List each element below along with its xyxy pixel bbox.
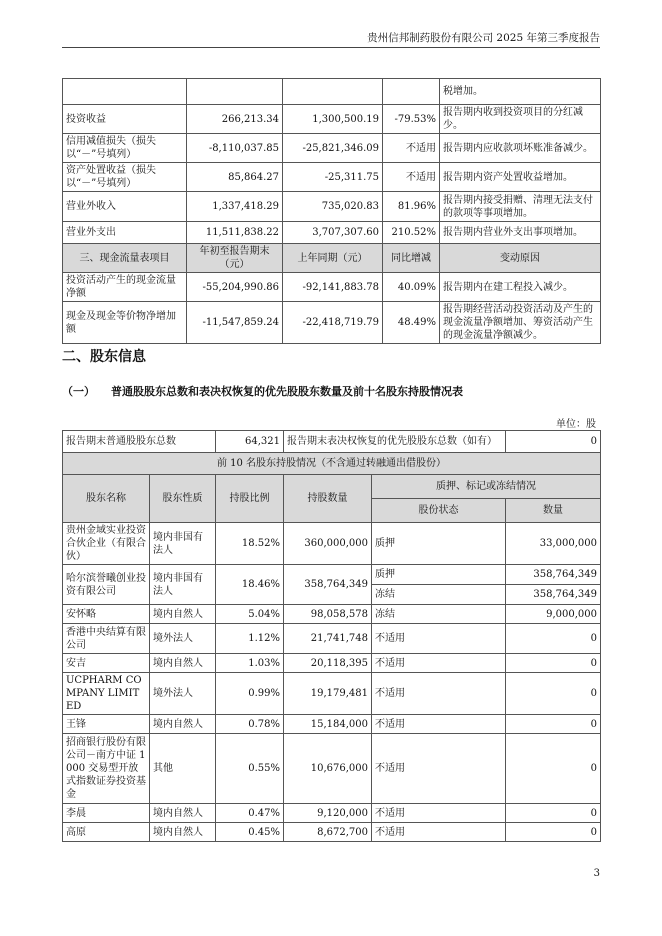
holder-amount: 9,000,000 [506,605,601,624]
holder-status: 冻结 [372,585,506,605]
item-name: 资产处置收益（损失以“－”号填列） [63,163,187,192]
holder-status: 不适用 [372,654,506,673]
holder-qty: 98,058,578 [284,605,372,624]
holder-status: 不适用 [372,715,506,734]
column-header: 质押、标记或冻结情况 [372,475,601,499]
table-row [63,163,601,192]
holder-ratio: 0.45% [216,823,284,842]
holder-nature: 境外法人 [150,673,216,715]
reason-cell: 报告期内应收款项坏账准备减少。 [440,134,601,163]
reason-cell: 报告期经营活动投资活动及产生的现金流量净额增加、筹资活动产生的现金流量净额减少。 [440,302,601,344]
item-name: 信用减值损失（损失以“－”号填列） [63,134,187,163]
table-row [63,624,601,654]
reason-cell: 报告期内接受捐赠、清理无法支付的款项等事项增加。 [440,192,601,222]
holder-nature: 其他 [150,734,216,804]
holder-qty: 15,184,000 [284,715,372,734]
prior-value: -92,141,883.78 [283,273,383,302]
holder-qty: 358,764,349 [284,565,372,605]
holder-name: 王锋 [63,715,150,734]
column-header: 年初至报告期末（元） [187,244,283,273]
current-value: 11,511,838.22 [187,222,283,244]
column-header: 持股比例 [216,475,284,523]
holder-name: 哈尔滨誉曦创业投资有限公司 [63,565,150,605]
reason-cell: 报告期内在建工程投入减少。 [440,273,601,302]
subsection-title: 普通股股东总数和表决权恢复的优先股股东数量及前十名股东持股情况表 [111,385,463,398]
change-value: 210.52% [383,222,440,244]
reason-cell: 税增加。 [440,79,601,105]
summary-row [63,431,601,453]
column-header: 股东名称 [63,475,150,523]
holder-name: 安吉 [63,654,150,673]
table-row [63,302,601,344]
current-value: -55,204,990.86 [187,273,283,302]
table-row [63,273,601,302]
holder-amount: 0 [506,823,601,842]
unit-label: 单位：股 [556,419,596,430]
holder-nature: 境内非国有法人 [150,565,216,605]
reason-cell: 报告期内营业外支出事项增加。 [440,222,601,244]
prior-value: 3,707,307.60 [283,222,383,244]
prior-value: -25,821,346.09 [283,134,383,163]
table-row [63,192,601,222]
table-row [63,715,601,734]
holder-qty: 9,120,000 [284,804,372,823]
holder-status: 不适用 [372,804,506,823]
current-value: 1,337,418.29 [187,192,283,222]
pref-holders-value: 0 [506,431,601,453]
change-value: 不适用 [383,134,440,163]
holder-ratio: 1.12% [216,624,284,654]
holder-name: 高原 [63,823,150,842]
holder-nature: 境内自然人 [150,605,216,624]
holder-amount: 358,764,349 [506,585,601,605]
holder-status: 冻结 [372,605,506,624]
table-caption: 前 10 名股东持股情况（不含通过转融通出借股份） [63,453,601,475]
holder-name: 李晨 [63,804,150,823]
item-name: 营业外支出 [63,222,187,244]
reason-cell: 报告期内资产处置收益增加。 [440,163,601,192]
table-row [63,673,601,715]
current-value: 266,213.34 [187,105,283,134]
table-row [63,654,601,673]
holder-name: 安怀略 [63,605,150,624]
caption-row [63,453,601,475]
holder-amount: 33,000,000 [506,523,601,565]
report-header-title: 贵州信邦制药股份有限公司 2025 年第三季度报告 [367,32,600,44]
prior-value: -22,418,719.79 [283,302,383,344]
income-change-table [62,78,601,344]
item-name: 投资收益 [63,105,187,134]
holder-name: 贵州金域实业投资合伙企业（有限合伙） [63,523,150,565]
table-row [63,79,601,105]
section-title: 二、股东信息 [62,349,146,365]
total-holders-label: 报告期末普通股股东总数 [63,431,216,453]
holder-ratio: 18.46% [216,565,284,605]
holder-status: 不适用 [372,734,506,804]
column-header: 上年同期（元） [283,244,383,273]
prior-value: 735,020.83 [283,192,383,222]
holder-amount: 0 [506,673,601,715]
item-name: 营业外收入 [63,192,187,222]
holder-ratio: 1.03% [216,654,284,673]
holder-name: 香港中央结算有限公司 [63,624,150,654]
holder-status: 质押 [372,523,506,565]
holder-status: 质押 [372,565,506,585]
current-value: 85,864.27 [187,163,283,192]
holder-nature: 境内自然人 [150,804,216,823]
holder-nature: 境内自然人 [150,823,216,842]
column-header: 股份状态 [372,499,506,523]
pref-holders-label: 报告期末表决权恢复的优先股股东总数（如有） [284,431,506,453]
holder-name: 招商银行股份有限公司－南方中证 1000 交易型开放式指数证券投资基金 [63,734,150,804]
holder-amount: 0 [506,624,601,654]
holder-status: 不适用 [372,823,506,842]
subsection-label: （一） [62,385,95,398]
table-row [63,823,601,842]
cashflow-header-row [63,244,601,273]
change-value: 48.49% [383,302,440,344]
holder-nature: 境内非国有法人 [150,523,216,565]
table-row [63,734,601,804]
holder-amount: 0 [506,715,601,734]
change-value: -79.53% [383,105,440,134]
holder-status: 不适用 [372,624,506,654]
subsection-heading [62,383,463,399]
page-number: 3 [593,868,600,879]
holder-qty: 19,179,481 [284,673,372,715]
holder-qty: 8,672,700 [284,823,372,842]
holder-nature: 境内自然人 [150,654,216,673]
shareholders-table [62,430,601,842]
holder-ratio: 0.78% [216,715,284,734]
change-value: 81.96% [383,192,440,222]
holder-status: 不适用 [372,673,506,715]
current-value: -11,547,859.24 [187,302,283,344]
prior-value: -25,311.75 [283,163,383,192]
holder-amount: 358,764,349 [506,565,601,585]
change-value: 40.09% [383,273,440,302]
header-divider [62,47,600,48]
change-value: 不适用 [383,163,440,192]
holder-amount: 0 [506,804,601,823]
column-header: 三、现金流量表项目 [63,244,187,273]
table-row [63,134,601,163]
table-row [63,565,601,585]
holder-ratio: 0.47% [216,804,284,823]
holder-qty: 21,741,748 [284,624,372,654]
current-value: -8,110,037.85 [187,134,283,163]
column-header: 同比增减 [383,244,440,273]
holder-ratio: 18.52% [216,523,284,565]
column-header: 股东性质 [150,475,216,523]
holder-qty: 10,676,000 [284,734,372,804]
holder-nature: 境内自然人 [150,715,216,734]
holder-ratio: 5.04% [216,605,284,624]
holder-amount: 0 [506,654,601,673]
table-row [63,523,601,565]
column-header: 持股数量 [284,475,372,523]
holder-ratio: 0.99% [216,673,284,715]
item-name: 现金及现金等价物净增加额 [63,302,187,344]
holder-name: UCPHARM COMPANY LIMITED [63,673,150,715]
table-row [63,222,601,244]
total-holders-value: 64,321 [216,431,284,453]
table-row [63,605,601,624]
prior-value: 1,300,500.19 [283,105,383,134]
column-header: 变动原因 [440,244,601,273]
holder-qty: 360,000,000 [284,523,372,565]
holder-ratio: 0.55% [216,734,284,804]
column-header: 数量 [506,499,601,523]
table-row [63,804,601,823]
holder-nature: 境外法人 [150,624,216,654]
reason-cell: 报告期内收到投资项目的分红减少。 [440,105,601,134]
header-row [63,475,601,499]
holder-qty: 20,118,395 [284,654,372,673]
holder-amount: 0 [506,734,601,804]
item-name: 投资活动产生的现金流量净额 [63,273,187,302]
table-row [63,105,601,134]
